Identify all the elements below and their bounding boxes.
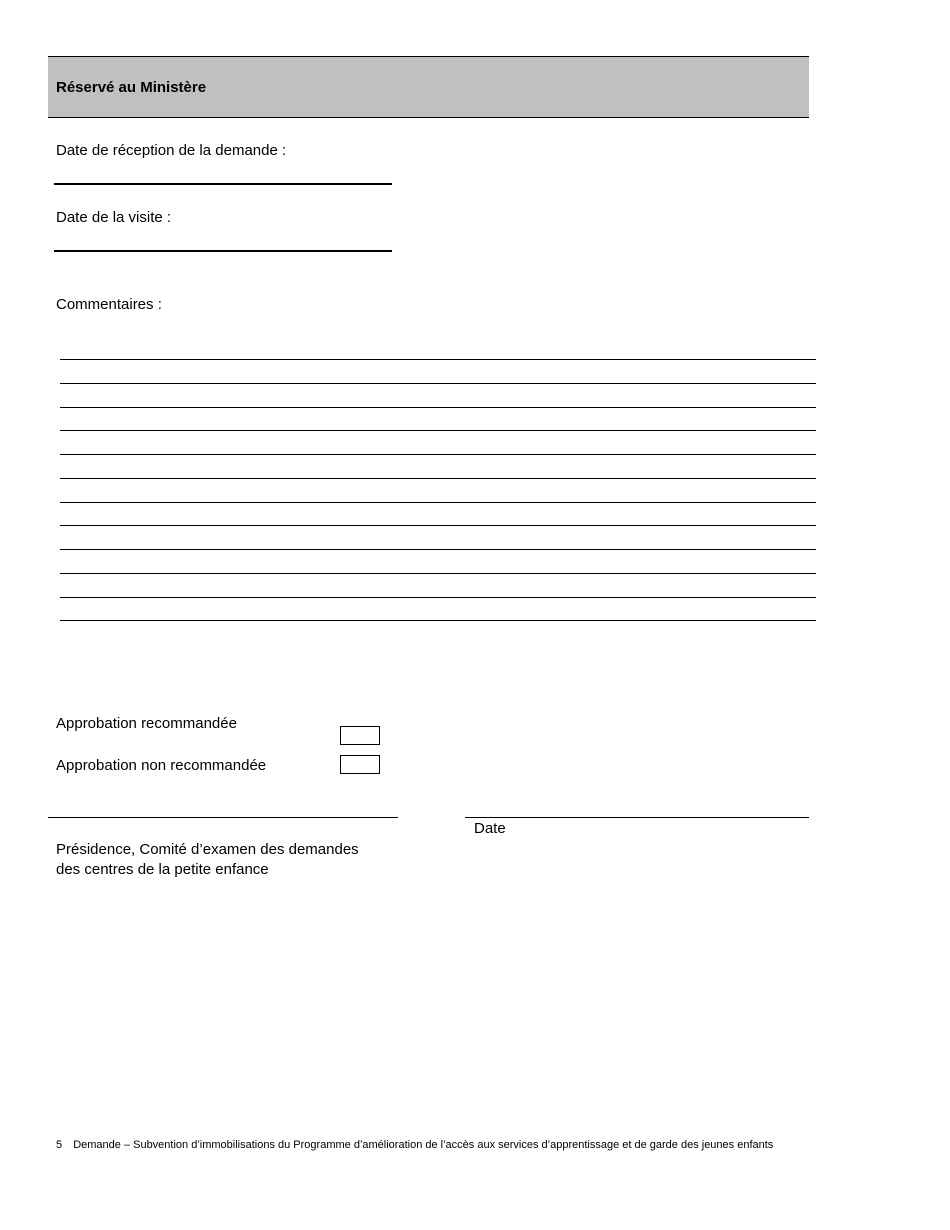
visit-date-line (54, 250, 392, 252)
approval-not-recommended-checkbox[interactable] (340, 755, 380, 774)
signature-date-field[interactable] (465, 796, 809, 816)
comment-line (60, 430, 816, 431)
approval-recommended-checkbox[interactable] (340, 726, 380, 745)
comment-line (60, 573, 816, 574)
comment-line (60, 383, 816, 384)
reception-date-line (54, 183, 392, 185)
page-footer (56, 1139, 773, 1151)
approval-recommended-label: Approbation recommandée (56, 715, 237, 732)
footer-text: Demande – Subvention d’immobilisations du Programme d’amélioration de l’accès aux services d’apprentissage et de garde des jeunes enfants (73, 1139, 774, 1151)
comment-line (60, 407, 816, 408)
ministry-header-band (48, 56, 809, 118)
comment-line (60, 620, 816, 621)
visit-date-field[interactable] (56, 230, 390, 250)
signature-field[interactable] (48, 796, 398, 816)
comment-line (60, 454, 816, 455)
comment-line (60, 525, 816, 526)
signer-title-line2: des centres de la petite enfance (56, 861, 269, 878)
comment-line (60, 359, 816, 360)
ministry-header-title: Réservé au Ministère (56, 79, 207, 96)
signature-date-line (465, 817, 809, 818)
reception-date-field[interactable] (56, 163, 390, 183)
approval-not-recommended-label: Approbation non recommandée (56, 757, 267, 774)
signature-date-label: Date (474, 820, 506, 837)
visit-date-label: Date de la visite : (56, 209, 172, 226)
comments-label: Commentaires : (56, 296, 162, 313)
comment-line (60, 502, 816, 503)
reception-date-label: Date de réception de la demande : (56, 142, 287, 159)
comment-line (60, 549, 816, 550)
page-number: 5 (56, 1139, 63, 1151)
comments-area[interactable] (58, 338, 818, 628)
signature-line (48, 817, 398, 818)
signer-title-line1: Présidence, Comité d’examen des demandes (56, 841, 359, 858)
comment-line (60, 597, 816, 598)
comment-line (60, 478, 816, 479)
